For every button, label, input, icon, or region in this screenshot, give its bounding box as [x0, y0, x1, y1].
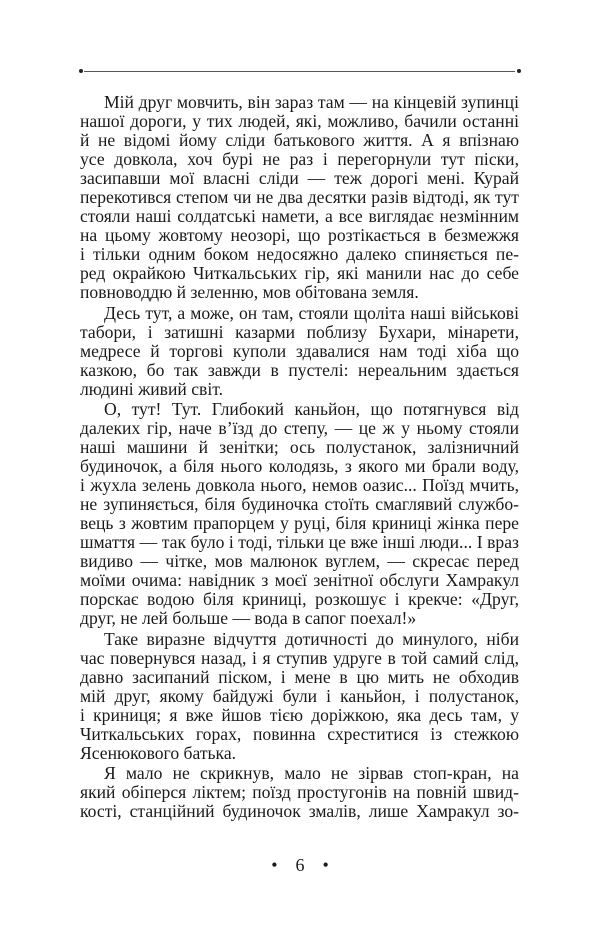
- paragraph: [80, 304, 519, 399]
- text-line: Я мало не скрикнув, мало не зірвав стоп-кран, на: [104, 763, 519, 784]
- text-line: і криниця; я вже йшов тією доріжкою, яка десь там, у: [80, 704, 519, 725]
- page-number-footer: [0, 855, 600, 876]
- text-line: табори, і затишні казарми поблизу Бухари, мінарети,: [80, 321, 519, 342]
- rule-right-dot: [517, 69, 521, 73]
- text-line: наші машини й зенітки; ось полустанок, залізничний: [80, 437, 519, 458]
- text-line: Мій друг мовчить, він зараз там — на кінцевій зупинці: [104, 92, 519, 112]
- bullet-right: •: [322, 855, 329, 875]
- page-number: 6: [295, 855, 305, 875]
- paragraph: [80, 93, 519, 302]
- text-line: не зупиняється, біля будиночка стоїть смаглявий службо-: [80, 494, 519, 515]
- text-line: порскає водою біля криниці, розкошує і крекче: «Друг,: [80, 589, 519, 610]
- text-line: давно засипаний піском, і мене в цю мить не обходив: [80, 666, 519, 687]
- text-line: перекотився степом чи не два десятки разів відтоді, як тут: [80, 187, 519, 207]
- text-line: Читкальських горах, повинна схреститися із стежкою: [80, 723, 519, 744]
- bullet-left: •: [271, 855, 278, 875]
- body-text: [80, 93, 519, 823]
- text-line: стояли наші солдатські намети, а все виглядає незмінним: [80, 206, 519, 226]
- text-line: час повернувся назад, і я ступив удруге в той самий слід,: [80, 647, 519, 668]
- text-line: вець з жовтим прапорцем у руці, біля криниці жінка пере: [80, 513, 519, 534]
- text-line: медресе й торгові куполи здавалися нам тоді хіба що: [80, 340, 519, 361]
- text-line: і жухла зелень довкола нього, немов оазис... Поїзд мчить,: [80, 475, 519, 496]
- text-line: Таке виразне відчуття дотичності до минулого, ніби: [104, 628, 519, 649]
- text-line: моїми очима: навідник з моєї зенітної обслуги Хамракул: [80, 570, 519, 591]
- text-line: Десь тут, а може, он там, стояли щоліта наші військові: [104, 302, 519, 323]
- text-line: нашої дороги, у тих людей, які, можливо, бачили останні: [80, 111, 519, 131]
- text-line: будиночок, а біля нього колодязь, з якого ми брали воду,: [80, 456, 519, 477]
- text-line: казкою, бо так завжди в пустелі: нереальним здається: [80, 359, 519, 380]
- rule-line: [84, 71, 515, 72]
- text-line: ред окрайкою Читкальських гір, які манили нас до себе: [80, 263, 519, 283]
- paragraph: [80, 630, 519, 763]
- text-line: засипавши мої власні сліди — теж дорогі мені. Курай: [80, 168, 519, 188]
- text-line: друг, не лей больше — вода в сапог поехал!»: [80, 608, 417, 629]
- paragraph: [80, 400, 519, 628]
- text-line: й не відомі йому сліди батькового життя. А я впізнаю: [80, 130, 519, 150]
- text-line: мій друг, якому байдужі були і каньйон, і полустанок,: [80, 685, 519, 706]
- text-line: людині живий світ.: [80, 378, 223, 399]
- text-line: О, тут! Тут. Глибокий каньйон, що потягнувся від: [104, 399, 519, 420]
- text-line: усе довкола, хоч бурі не раз і перегорнули тут піски,: [80, 149, 519, 169]
- rule-left-dot: [79, 69, 83, 73]
- text-line: шмаття — так було і тоді, тільки це вже інші люди... І враз: [80, 532, 519, 553]
- text-line: на цьому жовтому неозорі, що розтікається в безмежжя: [80, 225, 519, 245]
- text-line: і тільки одним боком недосяжно далеко спиняється пе-: [80, 244, 519, 264]
- text-line: який обіперся ліктем; поїзд простугонів на повній швид-: [80, 782, 519, 803]
- text-line: видиво — чітке, мов малюнок вуглем, — скресає перед: [80, 551, 519, 572]
- text-line: Ясенюкового батька.: [80, 742, 237, 763]
- text-line: далеких гір, наче в’їзд до степу, — це ж у ньому стояли: [80, 418, 519, 439]
- paragraph: [80, 764, 519, 821]
- text-line: повноводдю й зеленню, мов обітована земля.: [80, 282, 419, 302]
- text-line: кості, станційний будиночок змалів, лише Хамракул зо-: [80, 801, 519, 822]
